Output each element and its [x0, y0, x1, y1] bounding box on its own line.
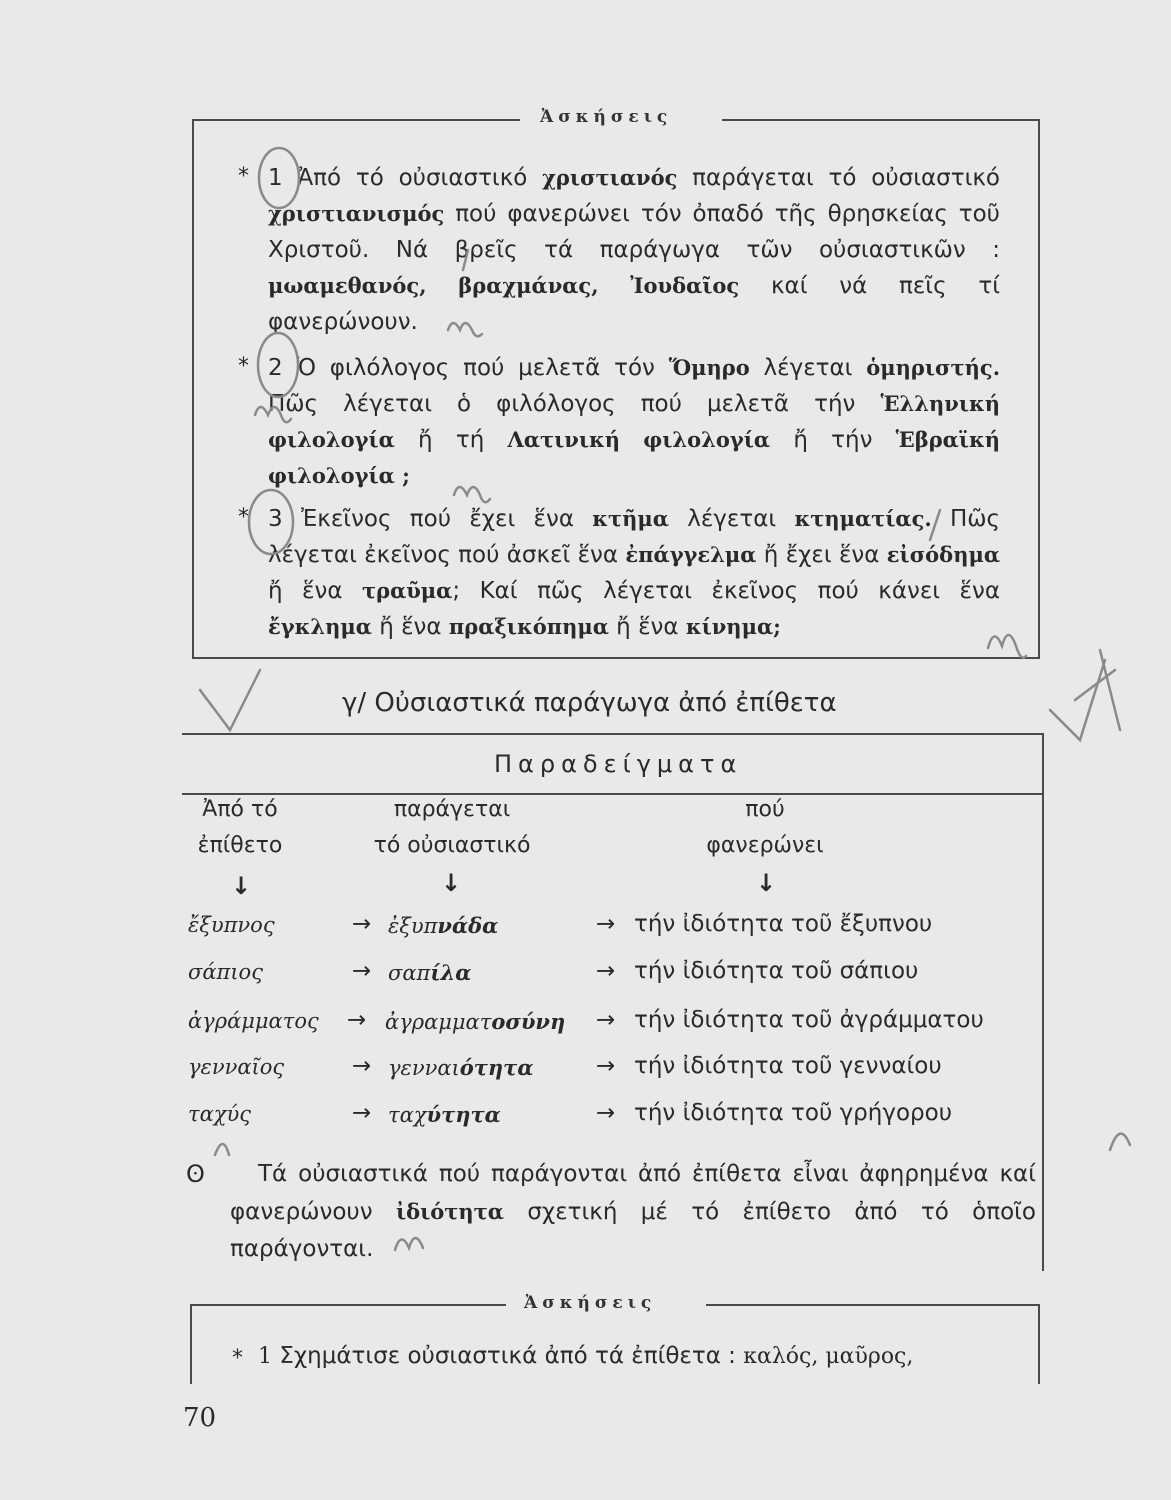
page-number: 70 [183, 1403, 217, 1433]
exercise-words: καλός, μαῦρος, [743, 1344, 914, 1369]
exercise-text: ἤ ἕνα [608, 614, 686, 640]
pencil-mark [448, 323, 482, 336]
pencil-mark [930, 510, 940, 540]
note-text: Τά οὐσιαστικά πού παράγονται ἀπό ἐπίθετα εἶναι ἀφηρημένα καί φανερώνουν [230, 1161, 1036, 1225]
pencil-mark [1110, 1134, 1130, 1150]
bold-term: Ἑβραϊκή φιλολογία ; [268, 427, 1000, 488]
exercise-text: ἤ ἕνα [268, 578, 362, 604]
exercise-star: * [238, 164, 249, 189]
section-title: γ/ Οὐσιαστικά παράγωγα ἀπό ἐπίθετα [342, 688, 837, 718]
pencil-mark [454, 487, 490, 502]
pencil-mark [1050, 660, 1105, 740]
noun-stem: γενναι [388, 1056, 460, 1080]
arrow-icon: → [352, 1053, 372, 1079]
meaning-cell: τήν ἰδιότητα τοῦ ἔξυπνου [634, 911, 933, 937]
bold-term: πραξικόπημα [448, 614, 609, 639]
exercise-number: 1 [268, 165, 283, 191]
bold-term: ἔγκλημα [268, 614, 372, 639]
exercise-text: παράγεται τό οὐσιαστικό [677, 165, 1000, 191]
exercise-text: ἤ ἔχει ἕνα [756, 542, 887, 568]
adjective-cell: ἔξυπνος [188, 913, 275, 937]
adjective-cell: γενναῖος [188, 1055, 285, 1079]
arrow-icon: → [352, 958, 372, 984]
bold-term: Ἑλληνική φιλολογία [268, 391, 1000, 452]
bold-term: κίνημα; [685, 614, 781, 639]
arrow-icon: → [596, 1100, 616, 1126]
pencil-mark [1100, 650, 1120, 730]
noun-suffix: ίλα [430, 960, 472, 985]
exercise-number: 2 [268, 355, 283, 381]
bold-term: χριστιανός [542, 165, 678, 190]
exercises-heading: Ἀσκήσεις [524, 1293, 657, 1313]
down-arrow-icon: ↓ [756, 869, 777, 897]
exercise-text: Ἀπό τό οὐσιαστικό [297, 165, 543, 191]
header-line: παράγεται [393, 797, 511, 822]
header-line: πού [745, 797, 785, 822]
exercise-text: ἤ τή [394, 427, 508, 453]
pencil-circle [258, 333, 298, 397]
exercise-text: Σχημάτισε οὐσιαστικά ἀπό τά ἐπίθετα : [279, 1343, 744, 1369]
header-line: ἐπίθετο [197, 833, 283, 858]
pencil-mark [255, 407, 291, 422]
noun-suffix: νάδα [437, 913, 499, 938]
noun-stem: σαπ [388, 961, 431, 985]
meaning-cell: τήν ἰδιότητα τοῦ γρήγορου [634, 1100, 953, 1126]
exercise-star: * [232, 1346, 243, 1371]
noun-suffix: οσύνη [491, 1009, 566, 1034]
header-line: Ἀπό τό [202, 797, 278, 822]
note-text: σχετική μέ τό ἐπίθετο ἀπό τό ὁποῖο παράγονται. [230, 1199, 1036, 1262]
exercise-text: Ὁ φιλόλογος πού μελετᾶ τόν [296, 355, 669, 381]
bold-term: ἐπάγγελμα [625, 542, 757, 567]
arrow-icon: → [352, 1100, 372, 1126]
exercises-heading: Ἀσκήσεις [540, 107, 673, 127]
exercise-text: ; Καί πῶς λέγεται ἐκεῖνος πού κάνει ἕνα [452, 578, 1001, 604]
bold-term: μωαμεθανός, βραχμάνας, Ἰουδαῖος [268, 273, 740, 298]
adjective-cell: σάπιος [188, 960, 263, 984]
exercise-star: * [238, 505, 249, 530]
pencil-mark [200, 670, 260, 730]
bold-term: ὁμηριστής. [866, 355, 1001, 380]
examples-title: Παραδείγματα [494, 750, 743, 778]
arrow-icon: → [596, 1007, 616, 1033]
noun-suffix: ύτητα [426, 1102, 501, 1127]
adjective-cell: ἀγράμματος [188, 1009, 319, 1033]
bold-term: κτῆμα [592, 506, 669, 531]
pencil-circle [259, 148, 299, 208]
bold-term: χριστιανισμός [268, 201, 445, 226]
pencil-mark [463, 250, 468, 270]
exercise-text: ἤ ἕνα [371, 614, 449, 640]
exercise-text: ἤ τήν [770, 427, 896, 453]
arrow-icon: → [596, 958, 616, 984]
pencil-mark [988, 635, 1026, 658]
meaning-cell: τήν ἰδιότητα τοῦ σάπιου [634, 958, 919, 984]
adjective-cell: ταχύς [188, 1102, 252, 1126]
meaning-cell: τήν ἰδιότητα τοῦ ἀγράμματου [634, 1007, 984, 1033]
bold-term: κτηματίας. [794, 506, 932, 531]
exercise-text: λέγεται [749, 355, 867, 381]
bold-term: τραῦμα [361, 578, 453, 603]
exercise-number: 1 [258, 1344, 272, 1369]
note-symbol: ʘ [186, 1160, 205, 1188]
arrow-icon: → [596, 911, 616, 937]
bold-term: εἰσόδημα [886, 542, 1000, 567]
exercise-text: Πῶς λέγεται ὁ φιλόλογος πού μελετᾶ τήν [268, 391, 881, 417]
noun-stem: ἐξυπ [388, 914, 438, 938]
arrow-icon: → [596, 1053, 616, 1079]
noun-stem: ταχ [388, 1103, 427, 1127]
meaning-cell: τήν ἰδιότητα τοῦ γενναίου [634, 1053, 942, 1079]
pencil-mark [395, 1238, 423, 1250]
exercise-text: Πῶς λέγεται ἐκεῖνος πού ἀσκεῖ ἕνα [268, 506, 1001, 568]
arrow-icon: → [347, 1007, 367, 1033]
header-line: τό οὐσιαστικό [373, 833, 531, 858]
bold-term: Λατινική φιλολογία [507, 427, 771, 452]
pencil-mark [215, 1144, 229, 1155]
arrow-icon: → [352, 911, 372, 937]
pencil-circle [249, 490, 293, 554]
exercise-text: λέγεται [668, 506, 795, 532]
header-line: φανερώνει [706, 833, 824, 858]
down-arrow-icon: ↓ [441, 869, 462, 897]
exercise-number: 3 [268, 506, 283, 532]
bold-term: Ὅμηρο [668, 355, 750, 380]
exercise-text: πού φανερώνει τόν ὀπαδό τῆς θρησκείας τοῦ Χριστοῦ. Νά βρεῖς τά παράγωγα τῶν οὐσιαστικῶν : [268, 201, 1000, 263]
exercise-text: Ἐκεῖνος πού ἔχει ἕνα [300, 506, 593, 532]
exercise-text: καί νά πεῖς τί φανερώνουν. [268, 273, 1000, 335]
noun-stem: ἀγραμματ [385, 1010, 492, 1034]
noun-suffix: ότητα [459, 1055, 534, 1080]
down-arrow-icon: ↓ [231, 872, 252, 900]
exercise-star: * [238, 354, 249, 379]
note-bold: ἰδιότητα [395, 1199, 504, 1224]
